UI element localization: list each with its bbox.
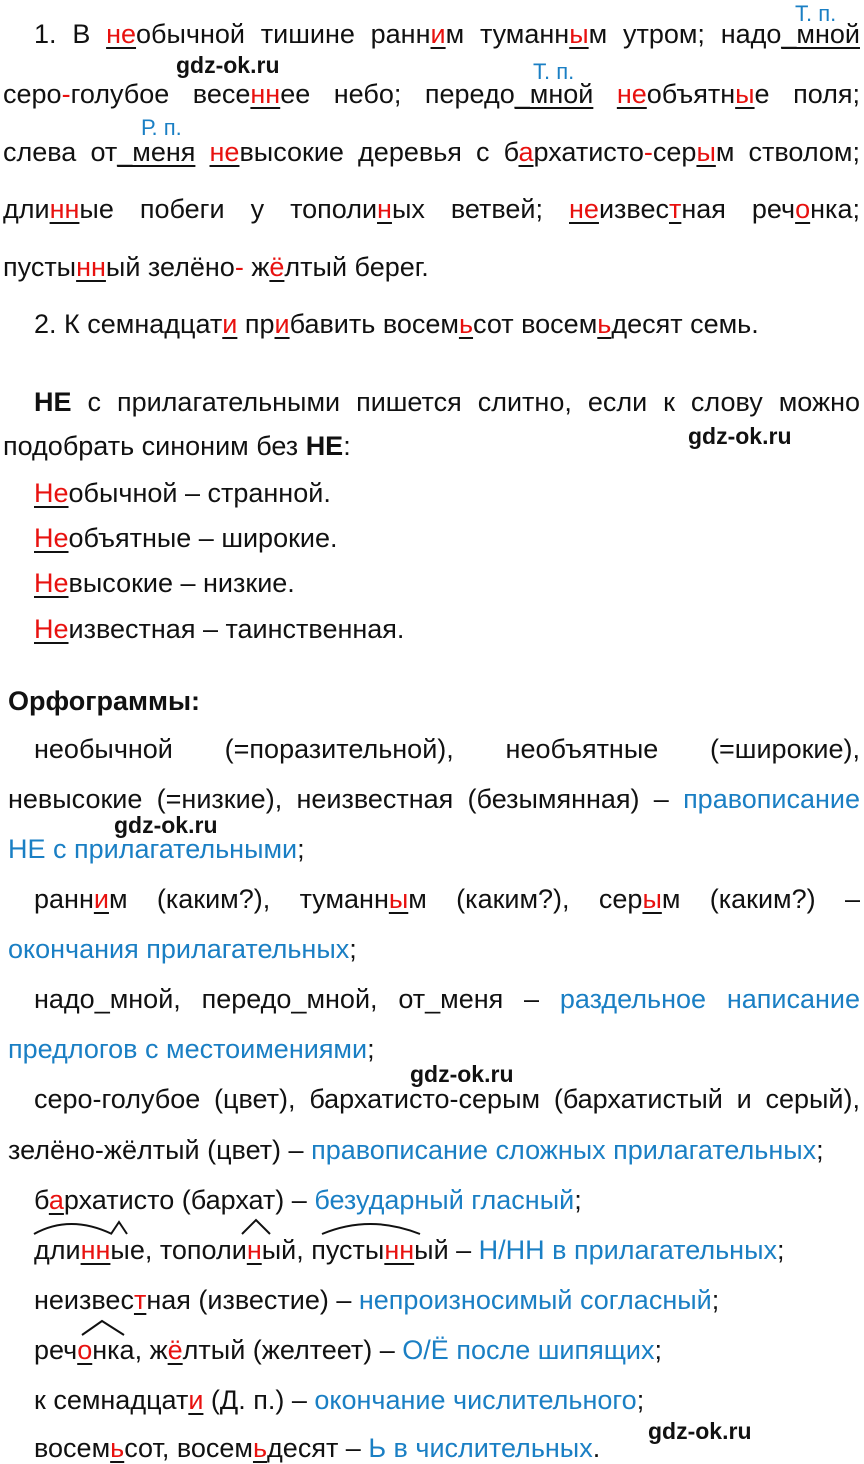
watermark: gdz-ok.ru — [410, 1061, 514, 1087]
watermark: gdz-ok.ru — [114, 812, 218, 838]
sentence-2: 2. К семнадцати прибавить восемьсот восемьдесят семь. — [34, 309, 759, 339]
case-note-genitive: Р. п. — [141, 115, 182, 140]
case-note-instrumental: Т. п. — [533, 59, 575, 84]
case-note-instrumental: Т. п. — [795, 1, 837, 26]
orth-p7: неизвестная (известие) – непроизносимый согласный; — [34, 1285, 720, 1315]
rule-example: Необычной – странной. — [34, 478, 331, 508]
rule-example: Невысокие – низкие. — [34, 568, 295, 598]
rule-example: Необъятные – широкие. — [34, 523, 338, 553]
orth-p4-line-1: серо-голубое (цвет), бархатисто-серым (бархатистый и серый), — [34, 1084, 860, 1114]
watermark: gdz-ok.ru — [176, 52, 280, 78]
orth-p2-line-2: окончания прилагательных; — [8, 934, 357, 964]
orth-p1-line-1: необычной (=поразительной), необъятные (=широкие), — [34, 734, 860, 764]
rule-line-2: подобрать синоним без НЕ: — [3, 431, 351, 461]
orth-p9: к семнадцати (Д. п.) – окончание числительного; — [34, 1385, 645, 1415]
orth-p6: длинные, тополиный, пустынный – Н/НН в прилагательных; — [34, 1235, 785, 1265]
orth-p1-line-2: невысокие (=низкие), неизвестная (безымянная) – правописание — [8, 784, 860, 814]
sentence-1-line-5: пустынный зелёно- жёлтый берег. — [3, 252, 429, 282]
rule-example: Неизвестная – таинственная. — [34, 614, 405, 644]
orth-p3-line-2: предлогов с местоимениями; — [8, 1034, 375, 1064]
rule-line-1: НЕ с прилагательными пишется слитно, если к слову можно — [34, 387, 860, 417]
sentence-1-line-1: 1. В необычной тишине ранним туманным утром; надо_мной — [34, 19, 860, 49]
orth-p10: восемьсот, восемьдесят – Ь в числительных. — [34, 1433, 601, 1463]
orth-p8: речонка, жёлтый (желтеет) – О/Ё после шипящих; — [34, 1335, 663, 1365]
orth-p5: бархатисто (бархат) – безударный гласный; — [34, 1185, 582, 1215]
watermark: gdz-ok.ru — [688, 423, 792, 449]
sentence-1-line-2: серо-голубое весеннее небо; передо_мной необъятные поля; — [3, 79, 860, 109]
orth-p1-line-3: НЕ с прилагательными; — [8, 834, 305, 864]
sentence-1-line-4: длинные побеги у тополиных ветвей; неизвестная речонка; — [3, 194, 860, 224]
orth-p2-line-1: ранним (каким?), туманным (каким?), серым (каким?) – — [34, 884, 860, 914]
sentence-1-line-3: слева от_меня невысокие деревья с бархатисто-серым стволом; — [3, 137, 860, 167]
orth-p3-line-1: надо_мной, передо_мной, от_меня – раздельное написание — [34, 984, 860, 1014]
orthograms-heading: Орфограммы: — [8, 686, 201, 716]
watermark: gdz-ok.ru — [648, 1418, 752, 1444]
orth-p4-line-2: зелёно-жёлтый (цвет) – правописание сложных прилагательных; — [8, 1135, 824, 1165]
